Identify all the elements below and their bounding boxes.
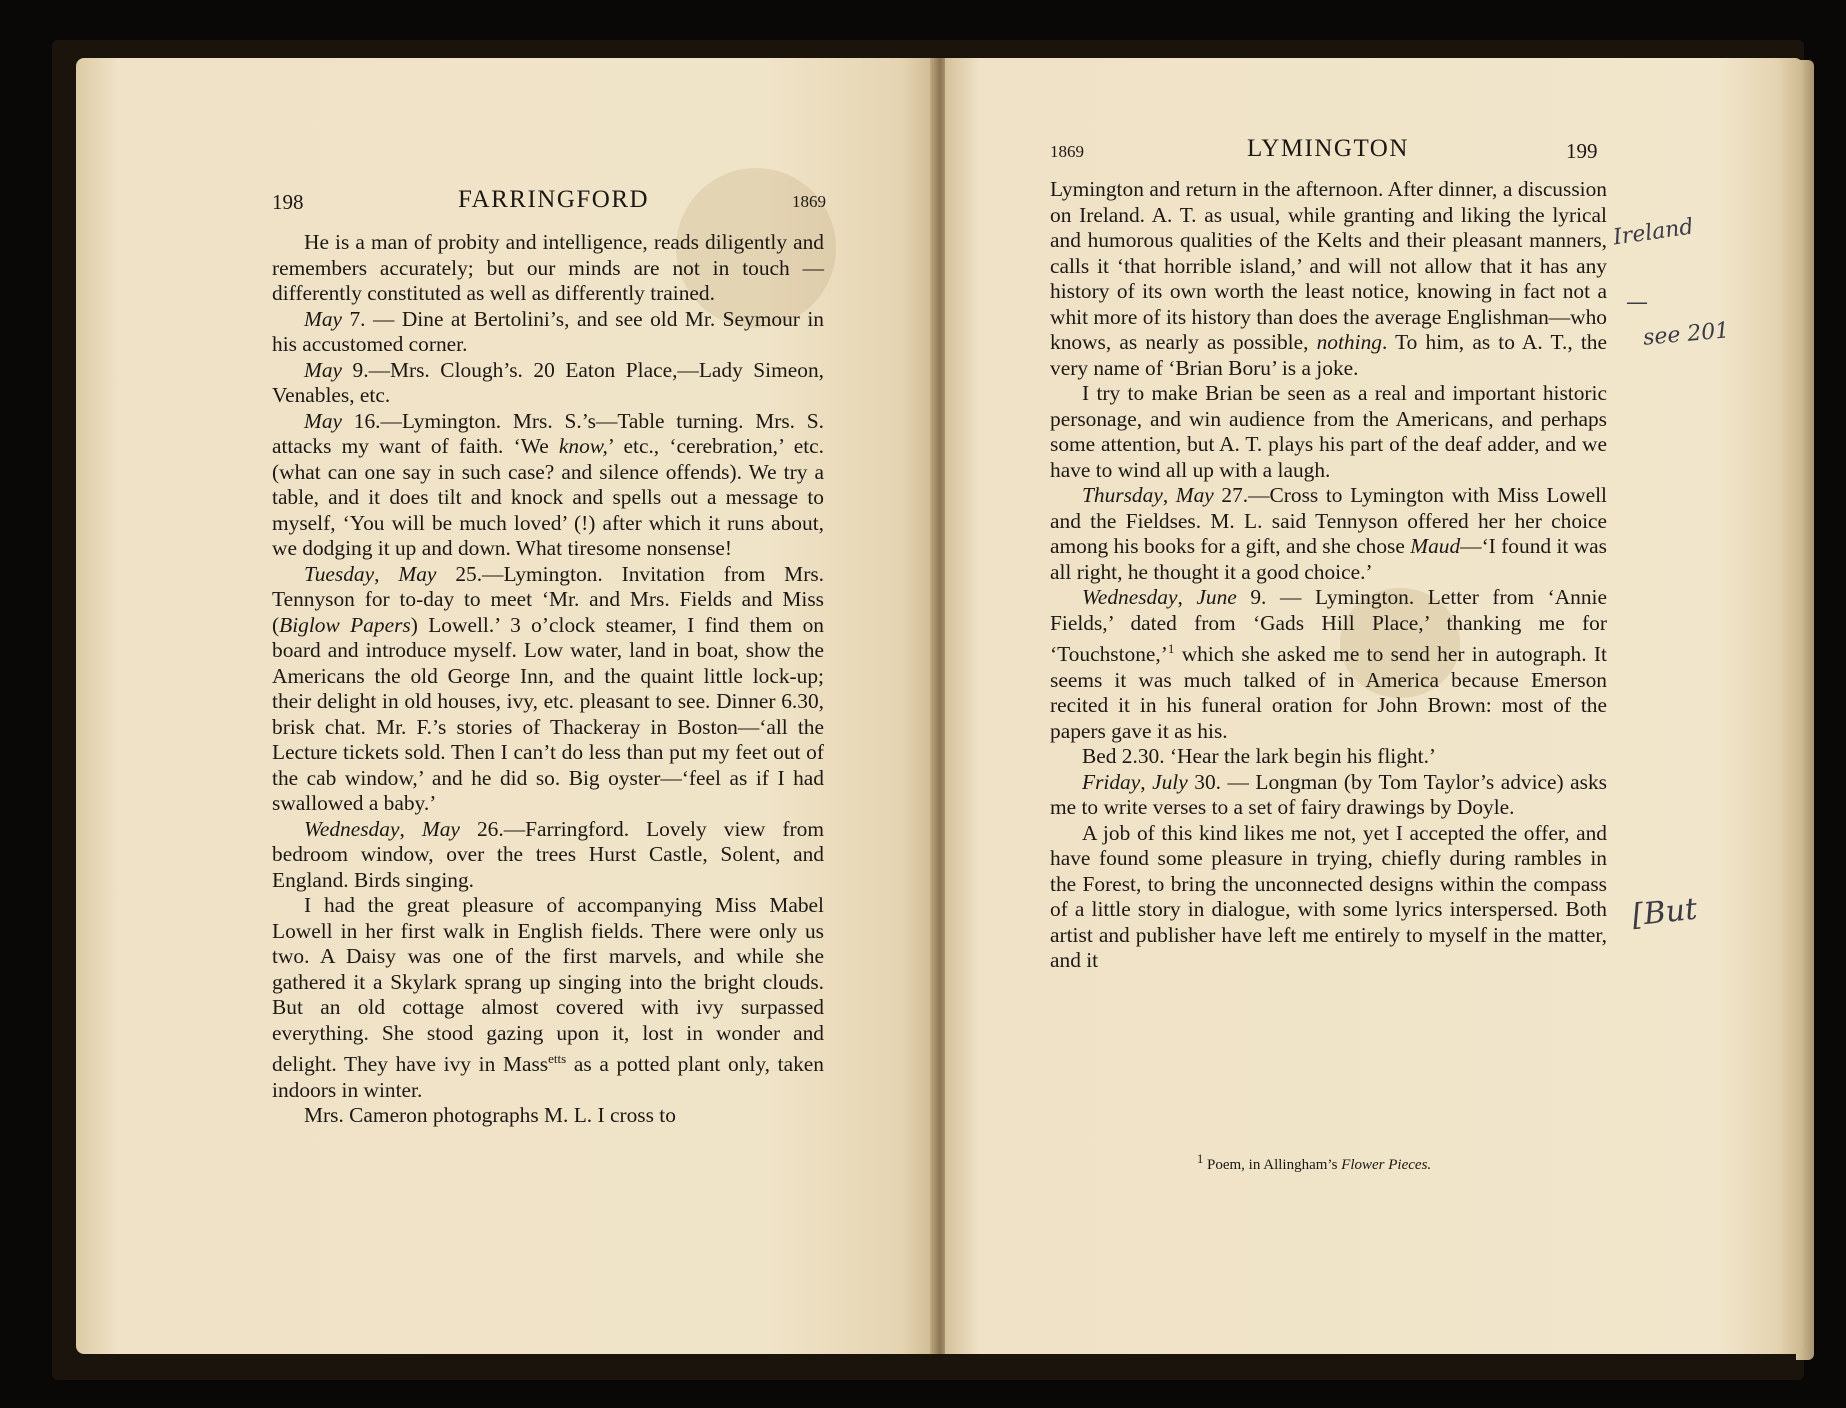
- text-run: ,: [1162, 483, 1176, 507]
- italic-text: know,: [558, 434, 608, 458]
- left-page-body: [272, 230, 824, 1129]
- footnote-text: Poem, in Allingham’s: [1207, 1157, 1342, 1173]
- paragraph: [1050, 177, 1607, 381]
- italic-text: Wednesday: [1082, 585, 1178, 609]
- italic-text: nothing: [1316, 330, 1382, 354]
- paragraph: [272, 893, 824, 1103]
- text-run: 26.—Farringford. Lovely view from bedroom window, over the trees Hurst Castle, Solent, and England. Birds singing.: [272, 816, 824, 892]
- text-run: 7. — Dine at Bertolini’s, and see old Mr. Seymour in his accustomed corner.: [272, 306, 824, 356]
- margin-note-but: [But: [1630, 891, 1699, 934]
- margin-note-dash: —: [1626, 290, 1648, 315]
- text-run: ) Lowell.’ 3 o’clock steamer, I find them on board and introduce myself. Low water, land in boat, show the Americans the old George Inn, and the quaint little lock-up; their delight in old houses, ivy, etc. pleasant to see. Dinner 6.30, brisk chat. Mr. F.’s stories of Thackeray in Boston—‘all the Lecture tickets sold. Then I can’t do less than put my feet out of the cab window,’ and he did so. Big oyster—‘feel as if I had swallowed a baby.’: [272, 612, 824, 815]
- text-run: A job of this kind likes me not, yet I accepted the offer, and have found some pleasure in trying, chiefly during rambles in the Forest, to bring the unconnected designs within the compass of a little story in dialogue, with some lyrics interspersed. Both artist and publisher have left me entirely to myself in the matter, and it: [1050, 820, 1607, 973]
- text-run: ,: [374, 561, 399, 586]
- text-run: 9. — Lymington. Letter from ‘Annie Fields,’ dated from ‘Gads Hill Place,’ thanking me for ‘Touchstone,’: [1050, 585, 1607, 667]
- margin-note-ireland: Ireland: [1611, 214, 1695, 251]
- right-page-body: [1050, 177, 1607, 974]
- text-run: ,: [1140, 769, 1153, 794]
- italic-text: Tuesday: [304, 561, 375, 586]
- text-run: 25.—Lymington. Invitation from Mrs. Tennyson for to-day to meet ‘Mr. and Mrs. Fields and Miss (: [272, 561, 824, 637]
- italic-text: May: [304, 408, 343, 433]
- paragraph: [1050, 381, 1607, 483]
- paragraph: [1050, 585, 1607, 744]
- text-run: ’ etc., ‘cerebration,’ etc. (what can one say in such case? and silence offends). We try a table, and it does tilt and knock and spells out a message to myself, ‘You will be much loved’ (!) after which it runs about, we dodging it up and down. What tiresome nonsense!: [272, 434, 824, 560]
- paragraph: [1050, 483, 1607, 585]
- italic-text: May: [421, 816, 460, 841]
- italic-text: May: [1175, 483, 1214, 507]
- text-run: 30. — Longman (by Tom Taylor’s advice) asks me to write verses to a set of fairy drawings by Doyle.: [1050, 769, 1607, 820]
- paragraph: [1050, 744, 1607, 770]
- text-run: I try to make Brian be seen as a real and important historic personage, and win audience from the Americans, and perhaps some attention, but A. T. plays his part of the deaf adder, and we have to wind all up with a laugh.: [1050, 381, 1607, 482]
- left-page: [76, 58, 936, 1354]
- paragraph: [272, 817, 824, 894]
- italic-text: May: [398, 561, 437, 586]
- running-head: FARRINGFORD: [458, 186, 650, 213]
- paragraph: [272, 409, 824, 562]
- paragraph: [1050, 770, 1607, 821]
- text-run: Bed 2.30. ‘Hear the lark begin his flight.’: [1082, 744, 1437, 769]
- paragraph: [272, 562, 824, 817]
- text-run: ,: [399, 816, 422, 841]
- text-run: 9.—Mrs. Clough’s. 20 Eaton Place,—Lady Simeon, Venables, etc.: [272, 357, 824, 407]
- italic-text: Maud: [1410, 534, 1461, 558]
- text-run: —‘I found it was all right, he thought it a good choice.’: [1050, 534, 1607, 584]
- text-run: 27.—Cross to Lymington with Miss Lowell and the Fieldses. M. L. said Tennyson offered her her choice among his books for a gift, and she chose: [1050, 483, 1607, 558]
- footnote: [1197, 1152, 1431, 1174]
- running-year: 1869: [792, 192, 826, 211]
- right-page: [945, 58, 1803, 1354]
- italic-text: May: [304, 306, 343, 331]
- italic-text: Wednesday: [304, 816, 400, 841]
- text-run: ,: [1177, 585, 1197, 609]
- text-run: Lymington and return in the afternoon. After dinner, a discussion on Ireland. A. T. as usual, while granting and liking the lyrical and humorous qualities of the Kelts and their pleasant manners, calls it ‘that horrible island,’ and will not allow that it has any history of its own worth the least notice, knowing in fact not a whit more of its history than does the average Englishman—who knows, as nearly as possible,: [1050, 177, 1607, 354]
- text-run: I had the great pleasure of accompanying Miss Mabel Lowell in her first walk in English fields. There were only us two. A Daisy was one of the first marvels, and while she gathered it a Skylark sprang up singing into the bright clouds. But an old cottage almost covered with ivy surpassed everything. She stood gazing upon it, lost in wonder and delight. They have ivy in Mass: [272, 893, 824, 1077]
- paragraph: [1050, 821, 1607, 974]
- italic-text: Friday: [1082, 769, 1141, 794]
- paragraph: [272, 307, 824, 358]
- italic-text: Biglow Papers: [279, 612, 411, 637]
- text-run: . To him, as to A. T., the very name of ‘Brian Boru’ is a joke.: [1050, 330, 1607, 380]
- italic-text: Thursday: [1082, 483, 1163, 507]
- italic-text: June: [1196, 585, 1237, 609]
- superscript: etts: [548, 1051, 567, 1066]
- text-run: Mrs. Cameron photographs M. L. I cross to: [304, 1103, 676, 1128]
- paragraph: [272, 1103, 824, 1129]
- italic-text: May: [304, 357, 343, 382]
- text-run: 16.—Lymington. Mrs. S.’s—Table turning. Mrs. S. attacks my want of faith. ‘We: [272, 408, 824, 458]
- superscript: 1: [1167, 641, 1175, 656]
- page-number: 199: [1566, 139, 1598, 163]
- footnote-mark: 1: [1197, 1152, 1204, 1166]
- text-run: He is a man of probity and intelligence, reads diligently and remembers accurately; but our minds are not in touch — differently constituted as well as differently trained.: [272, 230, 824, 305]
- running-year: 1869: [1050, 142, 1084, 161]
- page-number: 198: [272, 190, 304, 214]
- text-run: which she asked me to send her in autograph. It seems it was much talked of in America because Emerson recited it in his funeral oration for John Brown: most of the papers gave it as his.: [1050, 642, 1607, 743]
- paragraph: [272, 358, 824, 409]
- text-run: as a potted plant only, taken indoors in winter.: [272, 1052, 824, 1102]
- italic-text: July: [1152, 769, 1188, 794]
- running-head: LYMINGTON: [1247, 135, 1409, 162]
- paragraph: [272, 230, 824, 307]
- footnote-italic: Flower Pieces.: [1341, 1157, 1432, 1173]
- margin-note-see: see 201: [1642, 318, 1731, 351]
